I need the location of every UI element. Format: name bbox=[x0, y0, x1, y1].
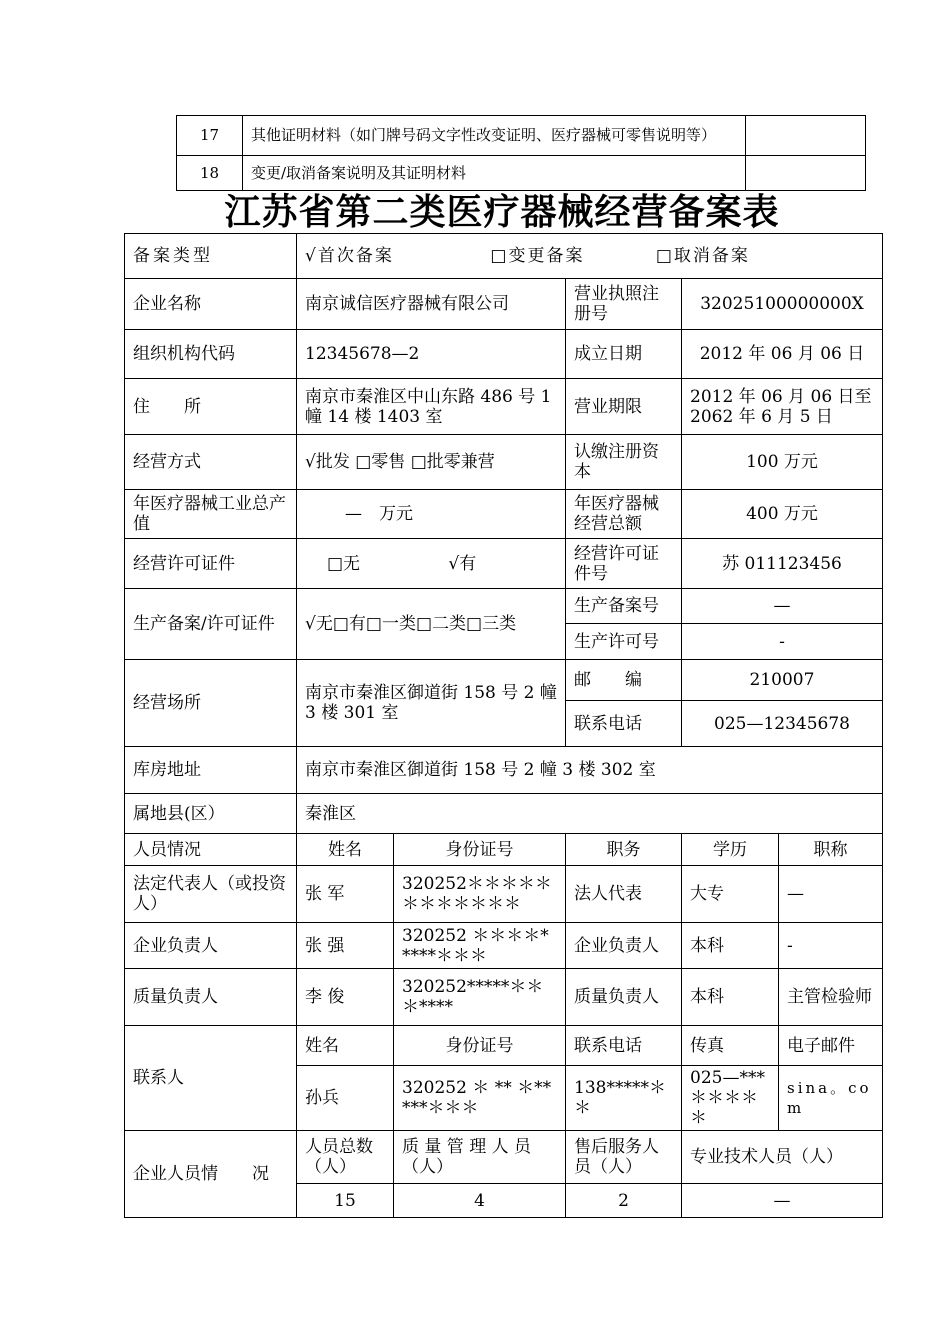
company-name-value: 南京诚信医疗器械有限公司 bbox=[297, 279, 566, 330]
operation-mode-value: √批发 □零售 □批零兼营 bbox=[297, 435, 566, 490]
operation-row bbox=[125, 435, 883, 490]
contact-header-name: 姓名 bbox=[297, 1026, 394, 1066]
production-filing-no-value: — bbox=[682, 589, 883, 624]
contact-header-phone: 联系电话 bbox=[566, 1026, 682, 1066]
contact-phone: 138*****＊＊ bbox=[566, 1066, 682, 1131]
license-reg-no-label: 营业执照注册号 bbox=[566, 279, 682, 330]
staff-label: 企业人员情 况 bbox=[125, 1131, 297, 1218]
table-row bbox=[177, 116, 866, 156]
person-rank: - bbox=[779, 923, 883, 969]
warehouse-label: 库房地址 bbox=[125, 747, 297, 794]
org-code-row bbox=[125, 330, 883, 379]
registered-capital-label: 认缴注册资本 bbox=[566, 435, 682, 490]
phone-value: 025—12345678 bbox=[682, 701, 883, 747]
production-row-1 bbox=[125, 589, 883, 624]
county-value: 秦淮区 bbox=[297, 794, 883, 834]
staff-header-technical: 专业技术人员（人） bbox=[682, 1131, 883, 1184]
person-title: 企业负责人 bbox=[566, 923, 682, 969]
contact-header-email: 电子邮件 bbox=[779, 1026, 883, 1066]
established-value: 2012 年 06 月 06 日 bbox=[682, 330, 883, 379]
business-license-row bbox=[125, 539, 883, 589]
postcode-value: 210007 bbox=[682, 660, 883, 701]
person-name: 李 俊 bbox=[297, 969, 394, 1026]
blank-cell bbox=[746, 156, 866, 191]
person-id: 320252 ＊＊＊＊*****＊＊＊ bbox=[394, 923, 566, 969]
table-row bbox=[177, 156, 866, 191]
personnel-header-row bbox=[125, 834, 883, 866]
phone-label: 联系电话 bbox=[566, 701, 682, 747]
contact-header-fax: 传真 bbox=[682, 1026, 779, 1066]
county-row bbox=[125, 794, 883, 834]
contact-name: 孙兵 bbox=[297, 1066, 394, 1131]
person-name: 张 军 bbox=[297, 866, 394, 923]
option-cancel-filing: □取消备案 bbox=[655, 246, 750, 266]
person-education: 大专 bbox=[682, 866, 779, 923]
business-license-options bbox=[297, 539, 566, 589]
material-description: 其他证明材料（如门牌号码文字性改变证明、医疗器械可零售说明等） bbox=[243, 116, 746, 156]
business-term-label: 营业期限 bbox=[566, 379, 682, 435]
table-row bbox=[125, 923, 883, 969]
person-title: 法人代表 bbox=[566, 866, 682, 923]
production-license-no-label: 生产许可号 bbox=[566, 624, 682, 660]
business-license-no-label: 经营许可证件号 bbox=[566, 539, 682, 589]
county-label: 属地县(区） bbox=[125, 794, 297, 834]
operation-mode-label: 经营方式 bbox=[125, 435, 297, 490]
filing-type-label: 备案类型 bbox=[125, 234, 297, 279]
person-name: 张 强 bbox=[297, 923, 394, 969]
industrial-output-value: — 万元 bbox=[297, 490, 566, 539]
company-row bbox=[125, 279, 883, 330]
person-education: 本科 bbox=[682, 923, 779, 969]
table-row bbox=[125, 866, 883, 923]
registered-capital-value: 100 万元 bbox=[682, 435, 883, 490]
filing-form-table bbox=[124, 233, 883, 1218]
row-number: 17 bbox=[177, 116, 243, 156]
option-have: √有 bbox=[448, 553, 477, 574]
staff-header-total: 人员总数（人） bbox=[297, 1131, 394, 1184]
blank-cell bbox=[746, 116, 866, 156]
option-change-filing: □变更备案 bbox=[490, 246, 585, 266]
org-code-label: 组织机构代码 bbox=[125, 330, 297, 379]
production-license-no-value: - bbox=[682, 624, 883, 660]
header-name: 姓名 bbox=[297, 834, 394, 866]
staff-quality: 4 bbox=[394, 1184, 566, 1218]
header-id: 身份证号 bbox=[394, 834, 566, 866]
header-education: 学历 bbox=[682, 834, 779, 866]
contact-id: 320252 ＊ ** ＊*****＊＊＊ bbox=[394, 1066, 566, 1131]
industrial-output-label: 年医疗器械工业总产值 bbox=[125, 490, 297, 539]
person-id: 320252*****＊＊＊**** bbox=[394, 969, 566, 1026]
role-label: 法定代表人（或投资人） bbox=[125, 866, 297, 923]
contact-email: sina。com bbox=[779, 1066, 883, 1131]
business-license-no-value: 苏 011123456 bbox=[682, 539, 883, 589]
person-rank: — bbox=[779, 866, 883, 923]
output-row bbox=[125, 490, 883, 539]
materials-table bbox=[176, 115, 866, 191]
postcode-label: 邮 编 bbox=[566, 660, 682, 701]
header-rank: 职称 bbox=[779, 834, 883, 866]
contact-label: 联系人 bbox=[125, 1026, 297, 1131]
form-title: 江苏省第二类医疗器械经营备案表 bbox=[224, 191, 780, 233]
staff-header-quality: 质 量 管 理 人 员（人） bbox=[394, 1131, 566, 1184]
filing-type-row bbox=[125, 234, 883, 279]
person-title: 质量负责人 bbox=[566, 969, 682, 1026]
contact-fax: 025—***＊＊＊＊＊ bbox=[682, 1066, 779, 1131]
business-premises-value: 南京市秦淮区御道街 158 号 2 幢 3 楼 301 室 bbox=[297, 660, 566, 747]
production-filing-value: √无□有□一类□二类□三类 bbox=[297, 589, 566, 660]
established-label: 成立日期 bbox=[566, 330, 682, 379]
role-label: 质量负责人 bbox=[125, 969, 297, 1026]
option-none: □无 bbox=[327, 553, 361, 574]
person-id: 320252＊＊＊＊＊＊＊＊＊＊＊＊ bbox=[394, 866, 566, 923]
residence-row bbox=[125, 379, 883, 435]
warehouse-row bbox=[125, 747, 883, 794]
role-label: 企业负责人 bbox=[125, 923, 297, 969]
production-filing-no-label: 生产备案号 bbox=[566, 589, 682, 624]
staff-header-row bbox=[125, 1131, 883, 1184]
staff-total: 15 bbox=[297, 1184, 394, 1218]
header-title: 职务 bbox=[566, 834, 682, 866]
company-name-label: 企业名称 bbox=[125, 279, 297, 330]
staff-technical: — bbox=[682, 1184, 883, 1218]
production-filing-label: 生产备案/许可证件 bbox=[125, 589, 297, 660]
org-code-value: 12345678—2 bbox=[297, 330, 566, 379]
staff-header-service: 售后服务人员（人） bbox=[566, 1131, 682, 1184]
person-education: 本科 bbox=[682, 969, 779, 1026]
personnel-label: 人员情况 bbox=[125, 834, 297, 866]
license-reg-no-value: 32025100000000X bbox=[682, 279, 883, 330]
residence-label: 住 所 bbox=[125, 379, 297, 435]
filing-type-options bbox=[297, 234, 883, 279]
staff-service: 2 bbox=[566, 1184, 682, 1218]
warehouse-value: 南京市秦淮区御道街 158 号 2 幢 3 楼 302 室 bbox=[297, 747, 883, 794]
person-rank: 主管检验师 bbox=[779, 969, 883, 1026]
row-number: 18 bbox=[177, 156, 243, 191]
contact-header-row bbox=[125, 1026, 883, 1066]
table-row bbox=[125, 969, 883, 1026]
premises-row-1 bbox=[125, 660, 883, 701]
option-first-filing: √首次备案 bbox=[305, 246, 394, 266]
business-term-value: 2012 年 06 月 06 日至 2062 年 6 月 5 日 bbox=[682, 379, 883, 435]
residence-value: 南京市秦淮区中山东路 486 号 1 幢 14 楼 1403 室 bbox=[297, 379, 566, 435]
annual-business-value: 400 万元 bbox=[682, 490, 883, 539]
annual-business-label: 年医疗器械经营总额 bbox=[566, 490, 682, 539]
material-description: 变更/取消备案说明及其证明材料 bbox=[243, 156, 746, 191]
contact-header-id: 身份证号 bbox=[394, 1026, 566, 1066]
business-premises-label: 经营场所 bbox=[125, 660, 297, 747]
business-license-label: 经营许可证件 bbox=[125, 539, 297, 589]
